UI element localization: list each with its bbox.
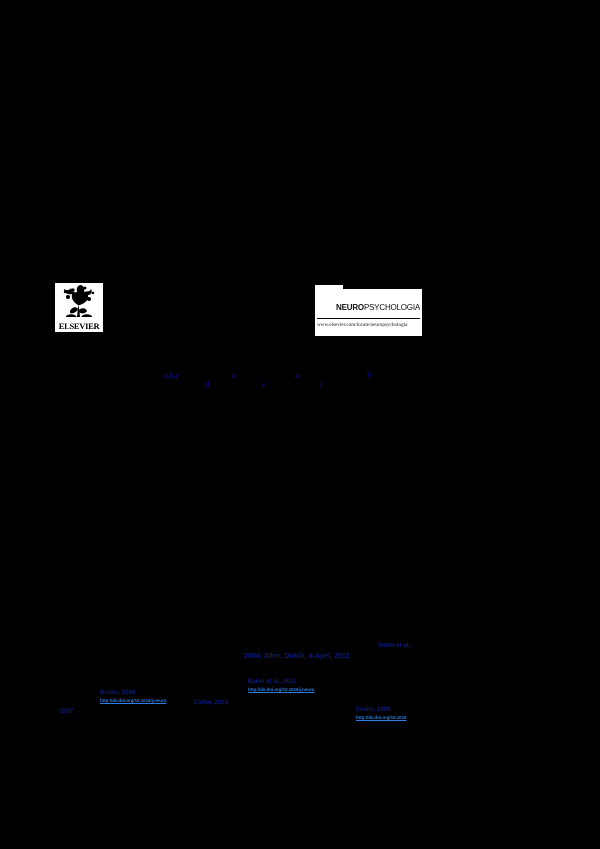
reference-citation-link[interactable]: Baker et al., 2011 bbox=[248, 679, 297, 685]
reference-doi-link[interactable]: http://dx.doi.org/10.1016 bbox=[356, 715, 407, 720]
reference-citation-link[interactable]: 2004; Allen, Dutch, & Apel, 2012 bbox=[244, 653, 350, 660]
author-affiliation-link[interactable]: d bbox=[205, 380, 210, 389]
reference-citation-link[interactable]: Brown, 2006 bbox=[100, 690, 136, 696]
elsevier-wordmark: ELSEVIER bbox=[58, 321, 100, 331]
reference-doi-link[interactable]: http://dx.doi.org/10.1016/j.neuro bbox=[100, 698, 167, 703]
journal-homepage-url[interactable]: www.elsevier.com/locate/neuropsychologia bbox=[317, 322, 408, 328]
reference-doi-link[interactable]: http://dx.doi.org/10.1016/j.neuro bbox=[248, 687, 315, 692]
author-affiliation-link[interactable]: a bbox=[232, 371, 236, 380]
elsevier-logo bbox=[55, 283, 103, 332]
journal-title bbox=[315, 303, 420, 312]
reference-citation-link[interactable]: Evans, 2009 bbox=[356, 707, 391, 713]
journal-title-suffix: PSYCHOLOGIA bbox=[363, 303, 420, 312]
masthead-top-bar bbox=[343, 285, 422, 289]
author-affiliation-link[interactable]: e bbox=[262, 380, 266, 389]
elsevier-tree-emblem bbox=[55, 283, 103, 321]
author-affiliation-link[interactable]: a,b,c bbox=[163, 371, 179, 380]
reference-citation-link[interactable]: Carter, 2014 bbox=[194, 700, 229, 706]
author-affiliation-link[interactable]: f bbox=[320, 381, 323, 390]
reference-citation-link[interactable]: Smith et al., bbox=[378, 643, 412, 649]
journal-title-prefix: NEURO bbox=[336, 303, 364, 312]
journal-masthead bbox=[315, 285, 422, 336]
author-affiliation-link[interactable]: a bbox=[295, 371, 299, 380]
author-affiliation-link[interactable]: b bbox=[367, 370, 372, 379]
masthead-divider bbox=[317, 318, 420, 319]
reference-citation-link[interactable]: 2007 bbox=[60, 709, 74, 715]
